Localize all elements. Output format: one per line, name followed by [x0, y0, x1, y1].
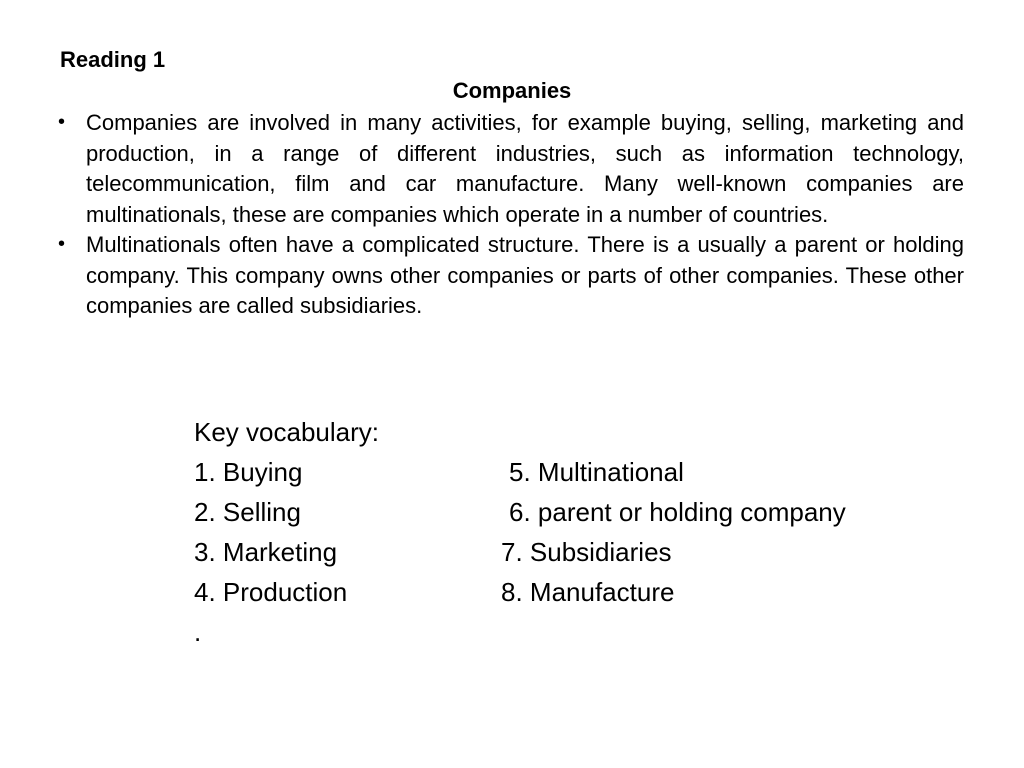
- vocabulary-row: [194, 532, 914, 572]
- vocabulary-item: 1. Buying: [194, 457, 303, 487]
- vocabulary-item: 3. Marketing: [194, 537, 338, 567]
- bullet-text: Multinationals often have a complicated structure. There is a usually a parent or holding company. This company owns other companies or parts of other companies. These other companies are called subsidiaries.: [86, 232, 964, 318]
- vocabulary-section: [194, 412, 914, 652]
- vocabulary-item: 2. Selling: [194, 497, 301, 527]
- vocabulary-row: [194, 572, 914, 612]
- vocabulary-row: [194, 452, 914, 492]
- vocabulary-item: 4. Production: [194, 577, 348, 607]
- bullet-list: [58, 108, 964, 322]
- bullet-item: [58, 230, 964, 322]
- bullet-item: [58, 108, 964, 230]
- bullet-icon: •: [58, 111, 66, 133]
- vocabulary-heading: Key vocabulary:: [194, 417, 379, 447]
- bullet-icon: •: [58, 233, 66, 255]
- vocabulary-item: 8. Manufacture: [501, 577, 675, 607]
- trailing-period: .: [194, 617, 202, 647]
- vocabulary-item: 7. Subsidiaries: [501, 537, 672, 567]
- vocabulary-row: [194, 492, 914, 532]
- vocabulary-item: 6. parent or holding company: [509, 497, 846, 527]
- page-title: Companies: [452, 78, 572, 103]
- vocabulary-item: 5. Multinational: [509, 457, 684, 487]
- reading-label: Reading 1: [60, 47, 166, 72]
- bullet-text: Companies are involved in many activities, for example buying, selling, marketing and production, in a range of different industries, such as information technology, telecommunication, film and car manufacture. Many well-known companies are multinationals, these are companies which operate in a number of countries.: [86, 110, 964, 227]
